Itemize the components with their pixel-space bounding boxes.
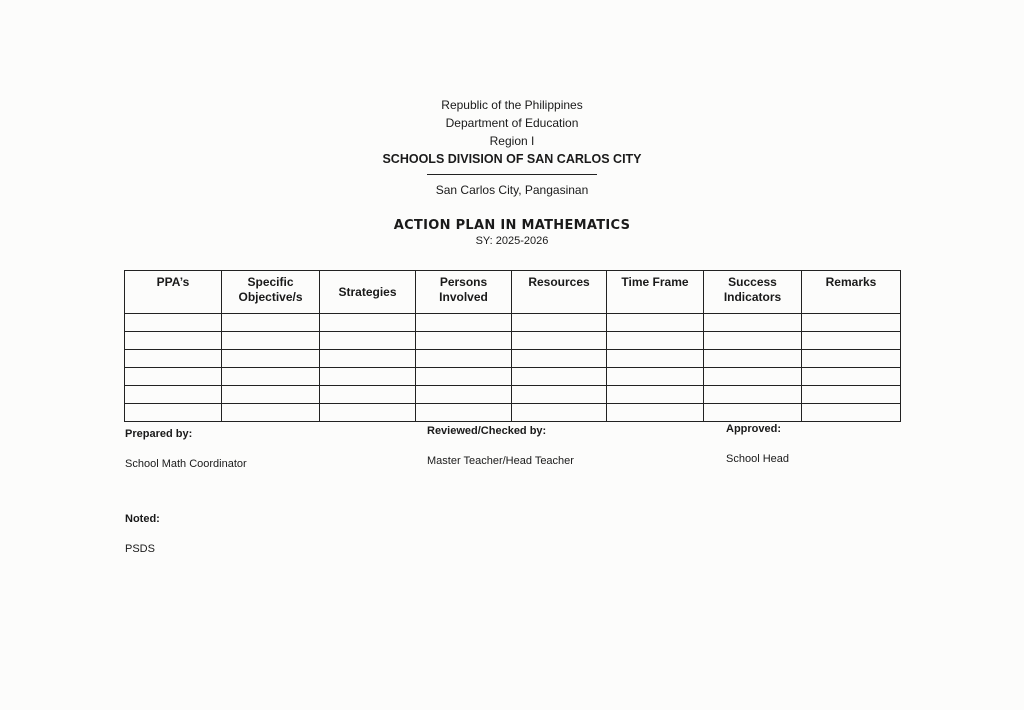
table-cell xyxy=(320,404,416,422)
table-cell xyxy=(125,350,222,368)
table-cell xyxy=(125,314,222,332)
table-cell xyxy=(607,404,704,422)
prepared-by-block xyxy=(125,428,247,470)
table-cell xyxy=(802,332,901,350)
col-ppas: PPA’s xyxy=(125,271,222,314)
table-cell xyxy=(704,368,802,386)
table-cell xyxy=(222,350,320,368)
school-year: SY: 2025-2026 xyxy=(475,235,549,247)
table-cell xyxy=(802,314,901,332)
col-resources: Resources xyxy=(512,271,607,314)
table-cell xyxy=(607,350,704,368)
prepared-by-role: School Math Coordinator xyxy=(125,458,247,470)
noted-by-role: PSDS xyxy=(125,543,155,555)
table-cell xyxy=(704,332,802,350)
table-cell xyxy=(320,314,416,332)
header-region: Region I xyxy=(489,134,535,148)
table-row xyxy=(125,350,901,368)
col-persons-involved: Persons Involved xyxy=(416,271,512,314)
table-cell xyxy=(704,404,802,422)
table-cell xyxy=(512,368,607,386)
table-cell xyxy=(416,368,512,386)
col-success-indicators: Success Indicators xyxy=(704,271,802,314)
table-cell xyxy=(416,386,512,404)
table-cell xyxy=(125,404,222,422)
approved-by-label: Approved: xyxy=(726,423,781,435)
approved-by-role: School Head xyxy=(726,453,789,465)
table-cell xyxy=(704,350,802,368)
table-row xyxy=(125,368,901,386)
reviewed-by-label: Reviewed/Checked by: xyxy=(427,425,547,437)
table-cell xyxy=(320,350,416,368)
header-department: Department of Education xyxy=(445,116,579,130)
col-remarks: Remarks xyxy=(802,271,901,314)
table-row xyxy=(125,332,901,350)
table-cell xyxy=(416,332,512,350)
table-cell xyxy=(512,350,607,368)
table-cell xyxy=(607,332,704,350)
table-cell xyxy=(222,332,320,350)
table-cell xyxy=(704,386,802,404)
col-strategies: Strategies xyxy=(320,271,416,314)
table-cell xyxy=(802,368,901,386)
table-cell xyxy=(125,332,222,350)
table-cell xyxy=(125,368,222,386)
reviewed-by-block xyxy=(427,425,574,467)
header-division: SCHOOLS DIVISION OF SAN CARLOS CITY xyxy=(382,152,642,166)
noted-by-block xyxy=(125,513,160,555)
table-header-row xyxy=(125,271,901,314)
table-cell xyxy=(512,404,607,422)
reviewed-by-role: Master Teacher/Head Teacher xyxy=(427,455,574,467)
table-cell xyxy=(416,314,512,332)
table-cell xyxy=(802,386,901,404)
table-row xyxy=(125,314,901,332)
table-cell xyxy=(222,404,320,422)
letterhead xyxy=(0,96,1024,199)
approved-by-block xyxy=(726,423,789,465)
table-cell xyxy=(320,368,416,386)
table-cell xyxy=(704,314,802,332)
table-row xyxy=(125,404,901,422)
table-cell xyxy=(320,386,416,404)
noted-by-label: Noted: xyxy=(125,513,160,525)
table-cell xyxy=(416,350,512,368)
table-cell xyxy=(416,404,512,422)
table-cell xyxy=(222,314,320,332)
table-cell xyxy=(512,314,607,332)
table-cell xyxy=(320,332,416,350)
col-time-frame: Time Frame xyxy=(607,271,704,314)
table-cell xyxy=(222,386,320,404)
table-cell xyxy=(222,368,320,386)
title-block xyxy=(0,218,1024,247)
table-body xyxy=(125,314,901,422)
col-specific-objectives: Specific Objective/s xyxy=(222,271,320,314)
table-cell xyxy=(607,386,704,404)
header-divider xyxy=(427,174,597,175)
table-cell xyxy=(802,350,901,368)
table-cell xyxy=(607,314,704,332)
table-cell xyxy=(607,368,704,386)
header-address: San Carlos City, Pangasinan xyxy=(435,183,589,197)
table-row xyxy=(125,386,901,404)
document-title: ACTION PLAN IN MATHEMATICS xyxy=(393,218,631,233)
prepared-by-label: Prepared by: xyxy=(125,428,193,440)
table-cell xyxy=(802,404,901,422)
header-republic: Republic of the Philippines xyxy=(441,98,583,112)
table-cell xyxy=(125,386,222,404)
table-cell xyxy=(512,386,607,404)
table-cell xyxy=(512,332,607,350)
action-plan-table xyxy=(124,270,901,422)
